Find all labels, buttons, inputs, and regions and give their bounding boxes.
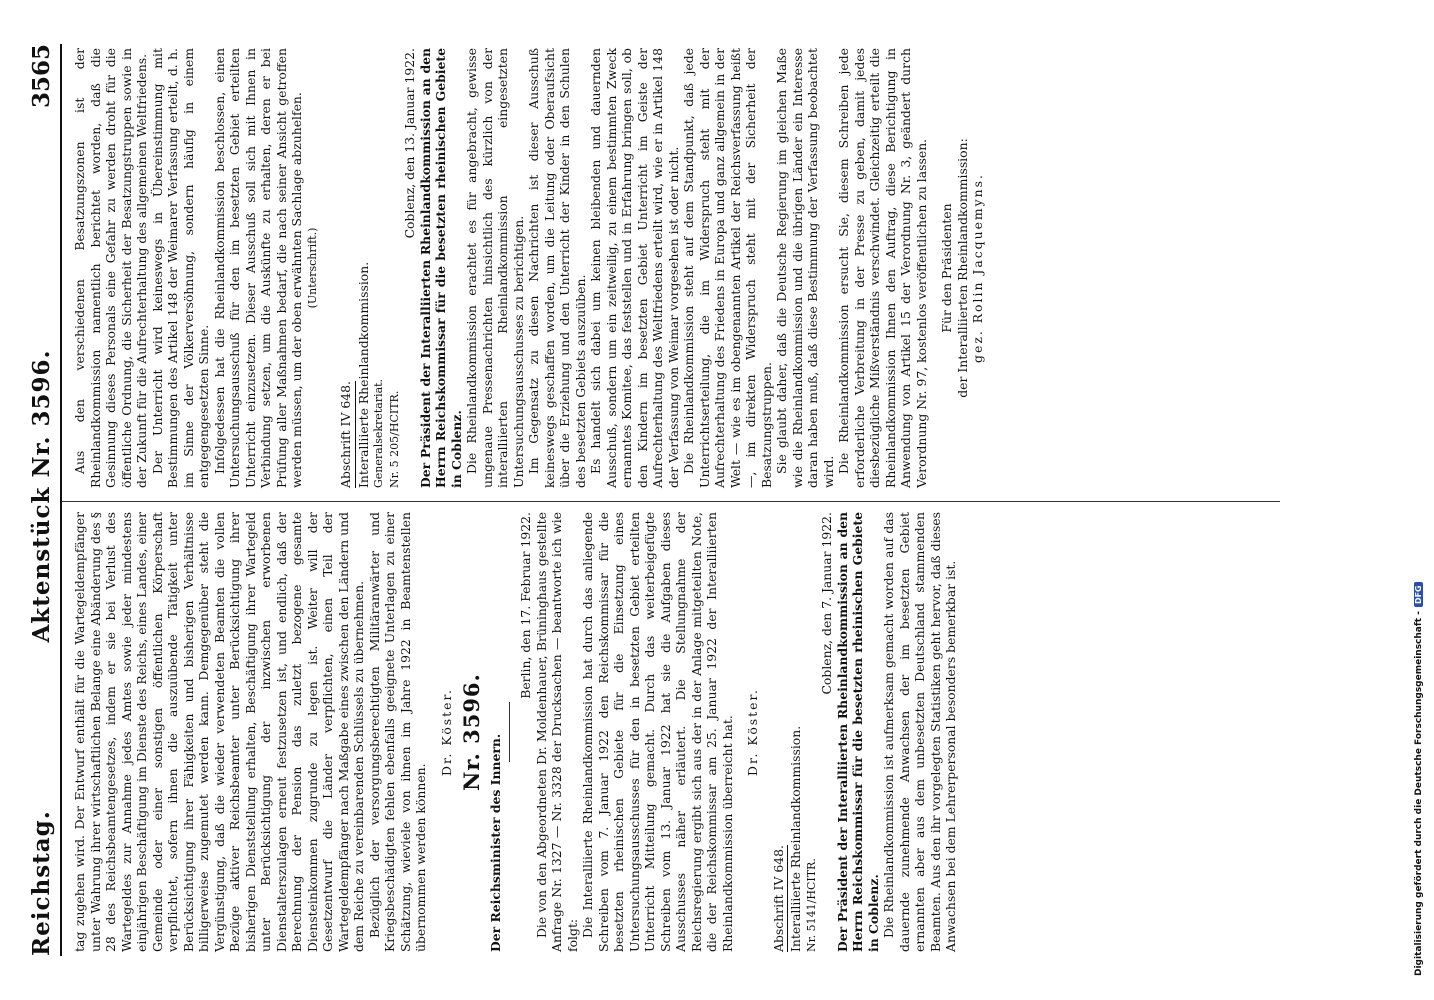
letter-heading: Der Präsident der Interalliierten Rheinlandkommission an den Herrn Reichskommissar für die besetzten rheinischen Gebiete in Coblenz. bbox=[417, 48, 464, 488]
paragraph: Aus den verschiedenen Besatzungszonen ist der Rheinlandkommission namentlich berichtet worden, daß die Gesinnung dieses Personals eine Gefahr zu werden droht für die öffentliche Ordnung, die Sicherheit der Besatzungstruppen sowie in der Zukunft für die Aufrechterhaltung des allgemeinen Weltfriedens. bbox=[72, 48, 149, 488]
header-title: Aktenstück Nr. 3596. bbox=[28, 349, 55, 643]
paragraph: Die Rheinlandkommission steht auf dem Standpunkt, daß jede Unterrichtserteilung, die im Widerspruch steht mit der Aufrechterhaltung des Friedens in Europa und ganz allgemein in der Welt — wie es im obengenannten Artikel der Reichsverfassung heißt —, im direkten Widerspruch steht mit der Sicherheit der Besatzungstruppen. bbox=[681, 48, 774, 488]
copy-label: Abschrift IV 648. bbox=[338, 381, 356, 488]
funding-note bbox=[1414, 16, 1428, 976]
closing-line: Für den Präsidenten bbox=[939, 203, 954, 333]
reference-number: Nr. 5 205/HCITR. bbox=[387, 390, 401, 488]
commission-name: Interalliierte Rheinlandkommission. bbox=[355, 261, 371, 488]
paragraph: Die Rheinlandkommission erachtet es für angebracht, gewisse ungenaue Pressenachrichten hinsichtlich des kürzlich von der interalliierten Rheinlandkommission eingesetzten Untersuchungsausschusses zu berichtigen. bbox=[464, 48, 526, 488]
date-line: Coblenz, den 13. Januar 1922. bbox=[402, 48, 417, 239]
closing-signature: gez. Rolin Jacquemyns. bbox=[970, 173, 985, 363]
closing-line: der Interalliierten Rheinlandkommission: bbox=[954, 138, 970, 398]
funding-text: Digitalisierung gefördert durch die Deutsche Forschungsgemeinschaft - bbox=[1414, 611, 1424, 976]
date-line: Berlin, den 17. Februar 1922. bbox=[518, 512, 533, 699]
signature: Dr. Köster. bbox=[745, 688, 760, 776]
dfg-logo: DFG bbox=[1414, 582, 1423, 607]
paragraph: Infolgedessen hat die Rheinlandkommission beschlossen, einen Untersuchungsausschuß für den im besetzten Gebiet erteilten Unterricht einzusetzen. Dieser Ausschuß soll sich mit Ihnen in Verbindung setzen, um die Auskünfte zu erhalten, deren er bei Prüfung aller Maßnahmen bedarf, die nach seiner Ansicht getroffen werden müssen, um der oben erwähnten Sachlage abzuhelfen. bbox=[211, 48, 304, 488]
commission-name: Interalliierte Rheinlandkommission. bbox=[788, 725, 803, 952]
header-left: Reichstag. bbox=[28, 810, 55, 956]
paragraph: Der Unterricht wird keineswegs in Übereinstimmung mit Bestimmungen des Artikel 148 der Weimarer Verfassung erteilt, d. h. im Sinne der Völkerversöhnung, sondern häufig in einem entgegengesetzten Sinne. bbox=[149, 48, 211, 488]
document-number: Nr. 3596. bbox=[459, 673, 484, 791]
paragraph: Die Rheinlandkommission ist aufmerksam gemacht worden auf das dauernde zunehmende Anwachsen der im besetzten Gebiet ernannten aber aus dem unbesetzten Deutschland stammenden Beamten. Aus den ihr vorgelegten Statistiken geht hervor, daß dieses Anwachsen bei dem Lehrerpersonal besonders bemerkbar ist. bbox=[881, 512, 958, 952]
paragraph: Es handelt sich dabei um keinen bleibenden und dauernden Ausschuß, sondern um ein zeitweilig, zu einem bestimmten Zweck ernanntes Komitee, das feststellen und in Erfahrung bringen soll, ob den Kindern im besetzten Gebiet Unterricht im Geiste der Aufrechterhaltung des Weltfriedens erteilt wird, wie er in Artikel 148 der Verfassung von Weimar vorgesehen ist oder nicht. bbox=[588, 48, 681, 488]
page-number: 3565 bbox=[28, 44, 55, 109]
letter-heading: Der Präsident der Interalliierten Rheinlandkommission an den Herrn Reichskommissar für die besetzten rheinischen Gebiete in Coblenz. bbox=[834, 512, 881, 952]
secretariat: Generalsekretariat. bbox=[372, 378, 385, 488]
left-column bbox=[72, 512, 959, 952]
reference-number: Nr. 5141/HCITR. bbox=[804, 858, 818, 952]
date-line: Coblenz, den 7. Januar 1922. bbox=[819, 512, 834, 695]
page-header bbox=[26, 44, 62, 956]
copy-label: Abschrift IV 648. bbox=[771, 845, 789, 952]
column-divider bbox=[62, 501, 1280, 502]
paragraph: tag zugehen wird. Der Entwurf enthält für die Wartegeldempfänger unter Wahrung ihrer wirtschaftlichen Belange eine Abänderung des § 28 des Reichsbeamtengesetzes, indem er sie bei Verlust des Wartegeldes zur Annahme jedes Amtes sowie jeder mindestens einjährigen Beschäftigung im Dienste des Reichs, eines Landes, einer Gemeinde oder einer sonstigen öffentlichen Körperschaft verpflichtet, sofern ihnen die auszuübende Tätigkeit unter Berücksichtigung ihrer Fähigkeiten und bisherigen Verhältnisse billigerweise zugemutet werden kann. Demgegenüber steht die Vergünstigung, daß die wieder verwendeten Beamten die vollen Bezüge aktiver Reichsbeamter unter Berücksichtigung ihrer bisherigen Dienststellung erhalten, Beschäftigung ihrer Wartegeld unter Berücksichtigung der inzwischen erworbenen Dienstalterszulagen erneut festzusetzen ist, und endlich, daß der Berechnung der Pension das zuletzt bezogene gesamte Diensteinkommen zugrunde zu legen ist. Weiter will der Gesetzentwurf die Länder verpflichten, einen Teil der Wartegeldempfänger nach Maßgabe eines zwischen den Ländern und dem Reiche zu vereinbarenden Schlüssels zu übernehmen. bbox=[72, 512, 366, 952]
paragraph: Bezüglich der versorgungsberechtigten Militäranwärter und Kriegsbeschädigten fehlen ebenfalls geeignete Unterlagen zu einer Schätzung, wieviele von ihnen im Jahre 1922 in Beamtenstellen übernommen werden können. bbox=[366, 512, 428, 952]
signature-placeholder: (Unterschrift.) bbox=[305, 227, 319, 309]
ministry-heading: Der Reichsminister des Innern. bbox=[487, 733, 503, 952]
paragraph: Sie glaubt daher, daß die Deutsche Regierung im gleichen Maße wie die Rheinlandkommission und die übrigen Länder ein Interesse daran haben muß, daß diese Bestimmung der Verfassung beobachtet wird. bbox=[774, 48, 836, 488]
paragraph: Die Interalliierte Rheinlandkommission hat durch das anliegende Schreiben vom 7. Januar 1922 den Reichskommissar für die besetzten rheinischen Gebiete für die Einsetzung eines Untersuchungsausschusses für den in besetzten Gebiet erteilten Unterricht Mitteilung gemacht. Durch das weiterbeigefügte Schreiben vom 13. Januar 1922 hat sie die Aufgaben dieses Ausschusses näher erläutert. Die Stellungnahme der Reichsregierung ergibt sich aus der in der Anlage mitgeteilten Note, die der Reichskommissar am 25. Januar 1922 der Interalliierten Rheinlandkommission überreicht hat. bbox=[580, 512, 735, 952]
signature: Dr. Köster. bbox=[438, 688, 454, 776]
paragraph: Die Rheinlandkommission ersucht Sie, diesem Schreiben jede erforderliche Verbreitung in der Presse zu geben, damit jedes diesbezügliche Mißverständnis verschwindet. Gleichzeitig erteilt die Rheinlandkommission Ihnen den Auftrag, diese Berichtigung in Anwendung von Artikel 15 der Verordnung Nr. 3, geändert durch Verordnung Nr. 97, kostenlos veröffentlichen zu lassen. bbox=[836, 48, 929, 488]
paragraph: Im Gegensatz zu diesen Nachrichten ist dieser Ausschuß keineswegs geschaffen worden, um die Leitung oder Oberaufsicht über die Erziehung und den Unterricht der Kinder in den Schulen des besetzten Gebiets auszuüben. bbox=[526, 48, 588, 488]
right-column bbox=[72, 48, 986, 488]
paragraph: Die von den Abgeordneten Dr. Moldenhauer, Brüninghaus gestellte Anfrage Nr. 1327 — Nr. 3328 der Drucksachen — beantworte ich wie folgt: bbox=[533, 512, 580, 952]
divider bbox=[509, 702, 510, 762]
